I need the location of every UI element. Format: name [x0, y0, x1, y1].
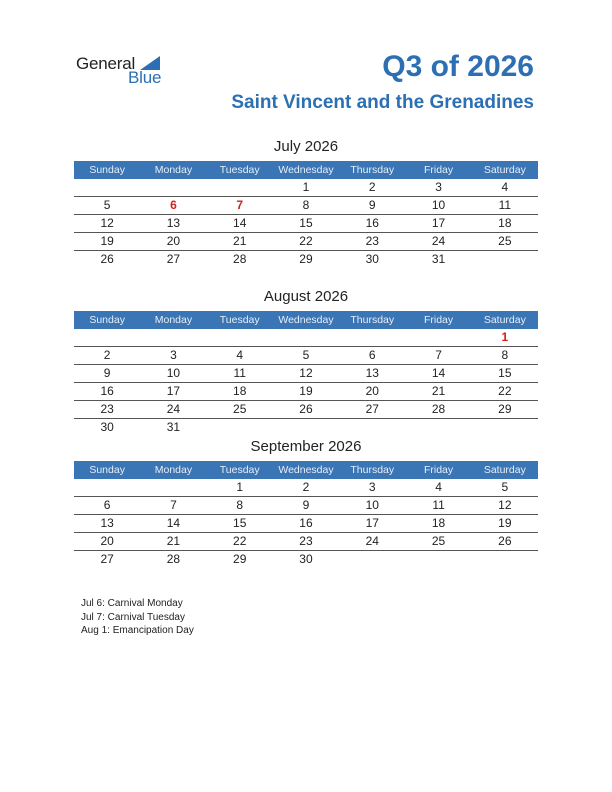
- day-cell: 2: [302, 480, 310, 494]
- day-cell: 2: [368, 180, 376, 194]
- day-cell: 24: [365, 534, 379, 548]
- day-cell: 6: [103, 498, 111, 512]
- day-cell: 5: [501, 480, 509, 494]
- day-cell: [207, 179, 273, 196]
- holiday-day-cell: 6: [170, 198, 177, 212]
- week-row: [74, 365, 538, 383]
- day-cell: 3: [368, 480, 376, 494]
- weekday-label: Monday: [154, 314, 193, 326]
- month-september: [74, 437, 538, 568]
- day-cell: [140, 329, 206, 346]
- week-row: [74, 215, 538, 233]
- day-cell: 3: [435, 180, 442, 194]
- day-cell: 31: [431, 252, 446, 266]
- day-cell: [207, 419, 273, 436]
- day-cell: 29: [299, 252, 313, 266]
- week-row: [74, 419, 538, 436]
- day-cell: 28: [166, 552, 181, 566]
- day-cell: 9: [302, 498, 310, 512]
- day-cell: 26: [299, 402, 313, 416]
- day-cell: [472, 251, 538, 268]
- day-cell: 19: [100, 234, 114, 248]
- day-cell: 4: [236, 348, 244, 362]
- holiday-notes: [81, 597, 194, 638]
- day-cell: [472, 419, 538, 436]
- month-title: September 2026: [250, 438, 362, 455]
- day-cell: 30: [365, 252, 379, 266]
- weekday-label: Friday: [423, 164, 454, 176]
- day-cell: 18: [498, 216, 512, 230]
- weekday-label: Wednesday: [278, 464, 334, 476]
- day-cell: 7: [435, 348, 442, 362]
- holiday-note: Jul 6: Carnival Monday: [81, 598, 183, 609]
- day-cell: 13: [365, 366, 379, 380]
- day-cell: 16: [365, 216, 379, 230]
- day-cell: [405, 551, 471, 568]
- day-cell: 21: [166, 534, 181, 548]
- weekday-label: Sunday: [89, 314, 125, 326]
- day-cell: 5: [103, 198, 111, 212]
- day-cell: 13: [166, 216, 181, 230]
- week-row: [74, 347, 538, 365]
- day-cell: [339, 329, 405, 346]
- week-row: [74, 479, 538, 497]
- day-cell: [74, 179, 140, 196]
- day-cell: [339, 419, 405, 436]
- day-cell: 30: [299, 552, 313, 566]
- day-cell: 22: [299, 234, 313, 248]
- day-cell: [273, 329, 339, 346]
- week-row: [74, 497, 538, 515]
- day-cell: 12: [299, 366, 313, 380]
- month-august: [74, 287, 538, 436]
- weekday-label: Tuesday: [219, 464, 260, 476]
- week-row: [74, 551, 538, 568]
- day-cell: 24: [166, 402, 181, 416]
- week-row: [74, 401, 538, 419]
- weekday-label: Sunday: [89, 464, 125, 476]
- page-title: Q3 of 2026: [382, 50, 534, 83]
- weekday-label: Sunday: [89, 164, 125, 176]
- week-row: [74, 251, 538, 268]
- day-cell: 12: [498, 498, 512, 512]
- day-cell: 15: [498, 366, 512, 380]
- day-cell: 21: [431, 384, 446, 398]
- day-cell: 1: [302, 180, 310, 194]
- weekday-label: Friday: [423, 464, 454, 476]
- day-cell: 18: [233, 384, 247, 398]
- day-cell: 9: [103, 366, 111, 380]
- day-cell: 17: [365, 516, 379, 530]
- day-cell: [74, 329, 140, 346]
- day-cell: [339, 551, 405, 568]
- day-cell: [405, 329, 471, 346]
- day-cell: 27: [166, 252, 181, 266]
- week-row: [74, 383, 538, 401]
- day-cell: 14: [233, 216, 247, 230]
- weekday-label: Wednesday: [278, 164, 334, 176]
- day-cell: 3: [170, 348, 177, 362]
- day-cell: 29: [498, 402, 512, 416]
- weekday-label: Thursday: [350, 464, 395, 476]
- week-row: [74, 533, 538, 551]
- day-cell: 24: [431, 234, 446, 248]
- weekday-label: Wednesday: [278, 314, 334, 326]
- day-cell: [207, 329, 273, 346]
- weekday-label: Saturday: [483, 464, 526, 476]
- day-cell: 8: [501, 348, 509, 362]
- day-cell: [273, 419, 339, 436]
- week-row: [74, 329, 538, 347]
- day-cell: 12: [100, 216, 114, 230]
- day-cell: 23: [100, 402, 114, 416]
- month-title: August 2026: [263, 288, 349, 305]
- day-cell: 29: [233, 552, 247, 566]
- day-cell: 31: [166, 420, 181, 434]
- weekday-label: Saturday: [483, 314, 526, 326]
- day-cell: 6: [368, 348, 376, 362]
- day-cell: [472, 551, 538, 568]
- month-july: [74, 137, 538, 268]
- day-cell: 28: [233, 252, 247, 266]
- day-cell: [74, 479, 140, 496]
- day-cell: 26: [498, 534, 512, 548]
- day-cell: 23: [299, 534, 313, 548]
- day-cell: 11: [432, 498, 445, 512]
- day-cell: 1: [236, 480, 244, 494]
- day-cell: 20: [100, 534, 114, 548]
- day-cell: 23: [365, 234, 379, 248]
- day-cell: 25: [233, 402, 247, 416]
- week-row: [74, 179, 538, 197]
- day-cell: 11: [233, 366, 246, 380]
- holiday-day-cell: 7: [236, 198, 244, 212]
- day-cell: 30: [100, 420, 114, 434]
- day-cell: 20: [365, 384, 379, 398]
- weekday-label: Tuesday: [219, 314, 260, 326]
- weekday-label: Thursday: [350, 314, 395, 326]
- day-cell: 22: [233, 534, 247, 548]
- week-row: [74, 515, 538, 533]
- day-cell: 8: [236, 498, 244, 512]
- day-cell: [140, 479, 206, 496]
- day-cell: 27: [365, 402, 379, 416]
- day-cell: 10: [365, 498, 379, 512]
- day-cell: 16: [100, 384, 114, 398]
- day-cell: 26: [100, 252, 114, 266]
- weekday-header: [74, 461, 538, 479]
- month-title: July 2026: [273, 138, 339, 155]
- weekday-label: Thursday: [350, 164, 395, 176]
- day-cell: 14: [166, 516, 181, 530]
- week-row: [74, 197, 538, 215]
- logo-word-blue: Blue: [128, 68, 162, 87]
- day-cell: 2: [103, 348, 111, 362]
- week-row: [74, 233, 538, 251]
- day-cell: 5: [302, 348, 310, 362]
- day-cell: 19: [498, 516, 512, 530]
- day-cell: 4: [501, 180, 509, 194]
- day-cell: 22: [498, 384, 512, 398]
- weekday-label: Tuesday: [219, 164, 260, 176]
- day-cell: 14: [431, 366, 446, 380]
- day-cell: 11: [498, 198, 512, 212]
- day-cell: 20: [166, 234, 181, 248]
- day-cell: 25: [498, 234, 512, 248]
- day-cell: 17: [166, 384, 181, 398]
- day-cell: 17: [431, 216, 446, 230]
- day-cell: 4: [435, 480, 442, 494]
- day-cell: 15: [233, 516, 247, 530]
- holiday-day-cell: 1: [501, 330, 509, 344]
- weekday-label: Friday: [423, 314, 454, 326]
- day-cell: 10: [431, 198, 446, 212]
- country-subtitle: Saint Vincent and the Grenadines: [231, 92, 534, 113]
- day-cell: [405, 419, 471, 436]
- weekday-header: [74, 161, 538, 179]
- weekday-label: Saturday: [483, 164, 526, 176]
- weekday-header: [74, 311, 538, 329]
- day-cell: 13: [100, 516, 114, 530]
- day-cell: 7: [170, 498, 177, 512]
- holiday-note: Jul 7: Carnival Tuesday: [81, 611, 185, 623]
- day-cell: 9: [368, 198, 376, 212]
- day-cell: 21: [233, 234, 247, 248]
- day-cell: 25: [431, 534, 446, 548]
- weekday-label: Monday: [154, 464, 193, 476]
- day-cell: 27: [100, 552, 114, 566]
- day-cell: [140, 179, 206, 196]
- weekday-label: Monday: [154, 164, 193, 176]
- holiday-note: Aug 1: Emancipation Day: [81, 625, 194, 636]
- day-cell: 15: [299, 216, 313, 230]
- day-cell: 19: [299, 384, 313, 398]
- day-cell: 10: [166, 366, 181, 380]
- day-cell: 16: [299, 516, 313, 530]
- day-cell: 28: [431, 402, 446, 416]
- generalblue-logo: [76, 54, 176, 88]
- day-cell: 18: [431, 516, 446, 530]
- day-cell: 8: [302, 198, 310, 212]
- logo-word-general: General: [76, 54, 136, 73]
